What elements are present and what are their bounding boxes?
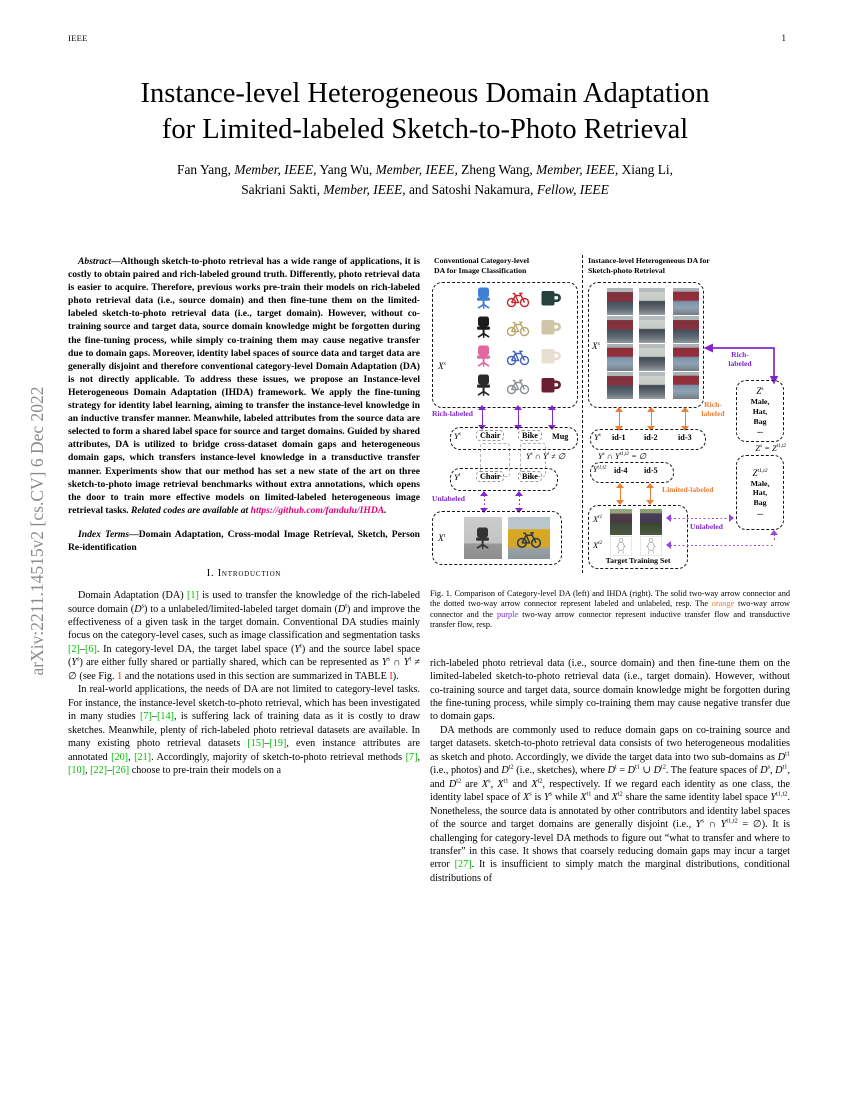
ys-label-right: $Y^s$: [594, 432, 601, 442]
identity-id-3: id-3: [678, 433, 692, 442]
ref-link[interactable]: [15]: [247, 738, 265, 750]
category-chair: Chair: [476, 430, 504, 441]
mug-icon: [538, 315, 562, 339]
category-mug: Mug: [552, 432, 569, 441]
ys-label-left: $Y^s$: [454, 431, 461, 441]
label-space-relation-left: $Y^s$ ∩ $Y^t$ ≠ ∅: [526, 451, 566, 461]
rich-labeled-label-purple: Rich- labeled: [728, 350, 752, 368]
zs-label: $Z^s$: [756, 386, 764, 397]
source-attribute-box: $Z^s$ Male, Hat, Bag ...: [736, 380, 784, 442]
right-column: [430, 255, 790, 885]
fig-left-title: [434, 256, 584, 276]
mug-icon: [538, 344, 562, 368]
figure-panel-divider: [582, 255, 583, 573]
unlabeled-transfer-arrow: [515, 491, 524, 513]
abstract-paragraph: Abstract—Although sketch-to-photo retrieval has a wide range of applications, it is costly to obtain paired and rich-labeled ground truth. Differently, photo retrieval data is easier to acquire. Therefore, previous works pre-train their models on rich-labeled photo retrieval data (i.e., source domain) and then fine-tune them on the limited-labeled sketch-to-photo retrieval data (i.e., target domain). However, without co-training source and target data, source domain knowledge might be forgotten during the fine-tuning process, while simply co-training them may cause negative transfer due to domain gaps. Moreover, identity label spaces of source data and target data are generally disjoint and therefore conventional category-level Domain Adaptation (DA) is not directly applicable. To address these issues, we propose an Instance-level Heterogeneous Domain Adaptation (IHDA) framework. We apply the fine-tuning strategy for identity label learning, aiming to transfer the instance-level knowledge in an inductive transfer manner. Meanwhile, labeled attributes from the source data are selected to form a shared label space for source and target domains. Guided by shared attributes, DA is utilized to bridge cross-dataset domain gaps and heterogeneous domain gaps, which transfers instance-level knowledge in a transductive transfer manner. Experiments show that our method has set a new state of the art on three sketch-to-photo image retrieval benchmarks without extra annotations, which opens the door to train more effective models on limited-labeled heterogeneous image retrieval tasks. Related codes are available at https://github.com/fandulu/IHDA.: [68, 256, 420, 516]
ref-link[interactable]: [26]: [112, 764, 130, 776]
ref-link[interactable]: [10]: [68, 764, 85, 776]
person-photo-strip: [673, 288, 699, 400]
xt1-label: $X^{t1}$: [593, 514, 603, 524]
fig-right-title-line1: Instance-level Heterogeneous DA for: [588, 256, 710, 265]
right-paragraph-2: DA methods are commonly used to reduce domain gaps on co-training source and target datasets. sketch-to-photo retrieval data consists of two heterogeneous modalities as sketch and photo. Accordingly, we divide the target data into two sub-domains as $D^{t1}$ (i.e., photos) and $D^{t2}$ (i.e., sketches), where $D^t = D^{t1}$ ∪ $D^{t2}$. The feature spaces of $D^s$, $D^{t1}$, and $D^{t2}$ are $X^s$, $X^{t1}$ and $X^{t2}$, respectively. If we regard each identity as one class, the identity label space of $X^s$ is $Y^s$ while $X^{t1}$ and $X^{t2}$ share the same identity label space $Y^{t1,t2}$. Nonetheless, the source data is annotated by other contributors and identity label spaces of the source and target domains are generally disjoint (i.e., $Y^s$ ∩ $Y^{t1,t2}$ = ∅). It is challenging for category-level DA methods to figure out “what to transfer and where to transfer” in this case. It shows that coarsely reducing domain gaps may incur a target error [27]. It is insufficient to simply match the marginal distributions, conditional distributions of: [430, 724, 791, 884]
chair-icon: [472, 315, 496, 339]
figure-1-caption: Fig. 1. Comparison of Category-level DA (left) and IHDA (right). The solid two-way arrow connector and the dotted two-way arrow connector represent labeled and unlabeled, resp. The orange two-way arrow connector and the purple two-way arrow connector represent inductive transfer flow and transductive transfer flow, resp.: [430, 589, 791, 630]
bike-icon: [506, 286, 530, 310]
bike-icon: [506, 344, 530, 368]
rich-labeled-label-orange: Rich- labeled: [701, 400, 725, 418]
identity-id-4: id-4: [614, 466, 628, 475]
fig-left-title-line1: Conventional Category-level: [434, 256, 530, 265]
mug-icon: [538, 373, 562, 397]
paper-title-line1: Instance-level Heterogeneous Domain Adaptation: [140, 78, 710, 109]
unlabeled-label-left: Unlabeled: [432, 494, 465, 503]
person-photo-strip: [607, 288, 633, 400]
zt-label: $Z^{t1,t2}$: [752, 467, 768, 478]
inductive-flow-arrow: [646, 483, 655, 505]
xt-label-left: $X^t$: [438, 532, 446, 543]
ref-link[interactable]: [7]: [405, 751, 418, 763]
fig-left-title-line2: DA for Image Classification: [434, 265, 527, 275]
ref-link[interactable]: [20]: [111, 751, 129, 763]
mug-icon: [538, 286, 562, 310]
page-number: 1: [781, 33, 786, 43]
paper-title: [0, 76, 850, 148]
attribute-space-relation: $Z^s = Z^{t1,t2}$: [755, 443, 786, 453]
category-bike: Bike: [518, 430, 542, 441]
ref-link[interactable]: https://github.com/fandulu/IHDA: [250, 504, 385, 516]
unlabeled-label-right: Unlabeled: [690, 522, 723, 531]
ref-link[interactable]: [19]: [269, 738, 287, 750]
sketch-person-icon: [613, 537, 629, 555]
xt2-label: $X^{t2}$: [593, 540, 603, 550]
bike-photo: [508, 517, 550, 559]
person-photo-strip: [639, 288, 665, 400]
chair-icon: [472, 344, 496, 368]
target-person-photo: [640, 509, 662, 535]
sketch-person-icon: [643, 537, 659, 555]
paper-title-line2: for Limited-labeled Sketch-to-Photo Retrieval: [161, 114, 689, 145]
author-line-2: Sakriani Sakti, Member, IEEE, and Satoshi Nakamura, Fellow, IEEE: [241, 182, 609, 197]
category-chair-target: Chair: [476, 471, 504, 482]
label-space-relation-right: $Y^s$ ∩ $Y^{t1,t2}$ = ∅: [598, 451, 647, 461]
ref-link[interactable]: 1: [117, 670, 123, 682]
chair-photo: [464, 517, 502, 559]
arxiv-stamp: arXiv:2211.14515v2 [cs.CV] 6 Dec 2022: [27, 386, 47, 676]
identity-id-2: id-2: [644, 433, 658, 442]
category-bike-target: Bike: [518, 471, 542, 482]
unlabeled-attribute-arrow: [666, 541, 778, 550]
journal-header: IEEE: [68, 33, 88, 43]
inductive-flow-arrow: [681, 407, 690, 431]
identity-id-5: id-5: [644, 466, 658, 475]
ref-link[interactable]: [14]: [156, 711, 174, 723]
inductive-flow-arrow: [647, 407, 656, 431]
xs-label-left: $X^s$: [438, 360, 446, 371]
inductive-flow-arrow: [616, 483, 625, 505]
right-paragraph-1: rich-labeled photo retrieval data (i.e., source domain) and then fine-tune them on the limited-labeled sketch-to-photo retrieval data (i.e., target domain). However, without co-training source and target data, source domain knowledge might be forgotten during the fine-tuning process, while simply co-training them may cause negative transfer due to domain gaps.: [430, 657, 790, 723]
intro-paragraph-1: Domain Adaptation (DA) [1] is used to transfer the knowledge of the rich-labeled source domain $(D^s)$ to a unlabeled/limited-labeled target domain $(D^t)$ and improve the effectiveness of a given task in the target domain. Conventional DA studies mainly focus on the category-level cases, such as image classification and segmentation tasks [2]–[6]. In category-level DA, the target label space $(Y^t)$ and the source label space $(Y^s)$ are either fully shared or partially shared, which can be represented as $Y^s$ ∩ $Y^t$ ≠ ∅ (see Fig. 1 and the notations used in this section are summarized in TABLE I).: [68, 590, 421, 682]
ref-link[interactable]: [7]: [139, 711, 152, 723]
index-terms: Index Terms—Domain Adaptation, Cross-modal Image Retrieval, Sketch, Person Re-identification: [68, 528, 420, 553]
ref-link[interactable]: [21]: [134, 751, 152, 763]
ref-link[interactable]: [22]: [90, 764, 108, 776]
bike-icon: [506, 315, 530, 339]
ref-link[interactable]: I: [389, 670, 393, 682]
ref-link[interactable]: [1]: [187, 590, 199, 602]
author-list: [0, 160, 850, 200]
chair-icon: [471, 526, 495, 550]
target-attribute-box: $Z^{t1,t2}$ Male, Hat, Bag ...: [736, 455, 784, 530]
target-person-sketch: [640, 536, 662, 556]
target-person-sketch: [610, 536, 632, 556]
chair-icon: [472, 286, 496, 310]
author-line-1: Fan Yang, Member, IEEE, Yang Wu, Member, IEEE, Zheng Wang, Member, IEEE, Xiang Li,: [177, 162, 673, 177]
target-training-set-title: Target Training Set: [605, 556, 671, 565]
limited-labeled-label: Limited-labeled: [662, 485, 714, 494]
xs-label-right: $X^s$: [592, 340, 600, 351]
bike-icon: [506, 373, 530, 397]
yt-label-right: $Y^{t1,t2}$: [593, 465, 607, 474]
identity-id-1: id-1: [612, 433, 626, 442]
bike-icon: [516, 525, 542, 551]
ref-link[interactable]: [2]: [68, 643, 80, 655]
fig-right-title: [588, 256, 778, 276]
intro-paragraph-2: In real-world applications, the needs of DA are not limited to category-level tasks. For instance, the instance-level sketch-to-photo retrieval, which has been investigated in many studies [7]–[14], is suffering lack of training data as it is costly to draw sketches. Meanwhile, plenty of rich-labeled photo retrieval datasets are available. In many existing photo retrieval datasets [15]–[19], even instance attributes are annotated [20], [21]. Accordingly, majority of sketch-to-photo retrieval methods [7], [10], [22]–[26] choose to pre-train their models on a: [68, 684, 421, 776]
unlabeled-transfer-arrow: [480, 491, 489, 513]
rich-labeled-label-left: Rich-labeled: [432, 409, 473, 418]
section-heading-introduction: I. Introduction: [206, 568, 282, 580]
left-column: [68, 255, 420, 777]
target-person-photo: [610, 509, 632, 535]
ref-link[interactable]: [6]: [84, 643, 97, 655]
fig-left-yt-box: [450, 468, 558, 491]
figure-1: [430, 255, 790, 587]
ref-link[interactable]: [27]: [454, 859, 472, 871]
chair-icon: [472, 373, 496, 397]
inductive-flow-arrow: [615, 407, 624, 431]
fig-right-title-line2: Sketch-photo Retrieval: [588, 265, 665, 275]
unlabeled-attribute-arrow: [770, 530, 779, 545]
yt-label-left: $Y^t$: [454, 472, 461, 482]
